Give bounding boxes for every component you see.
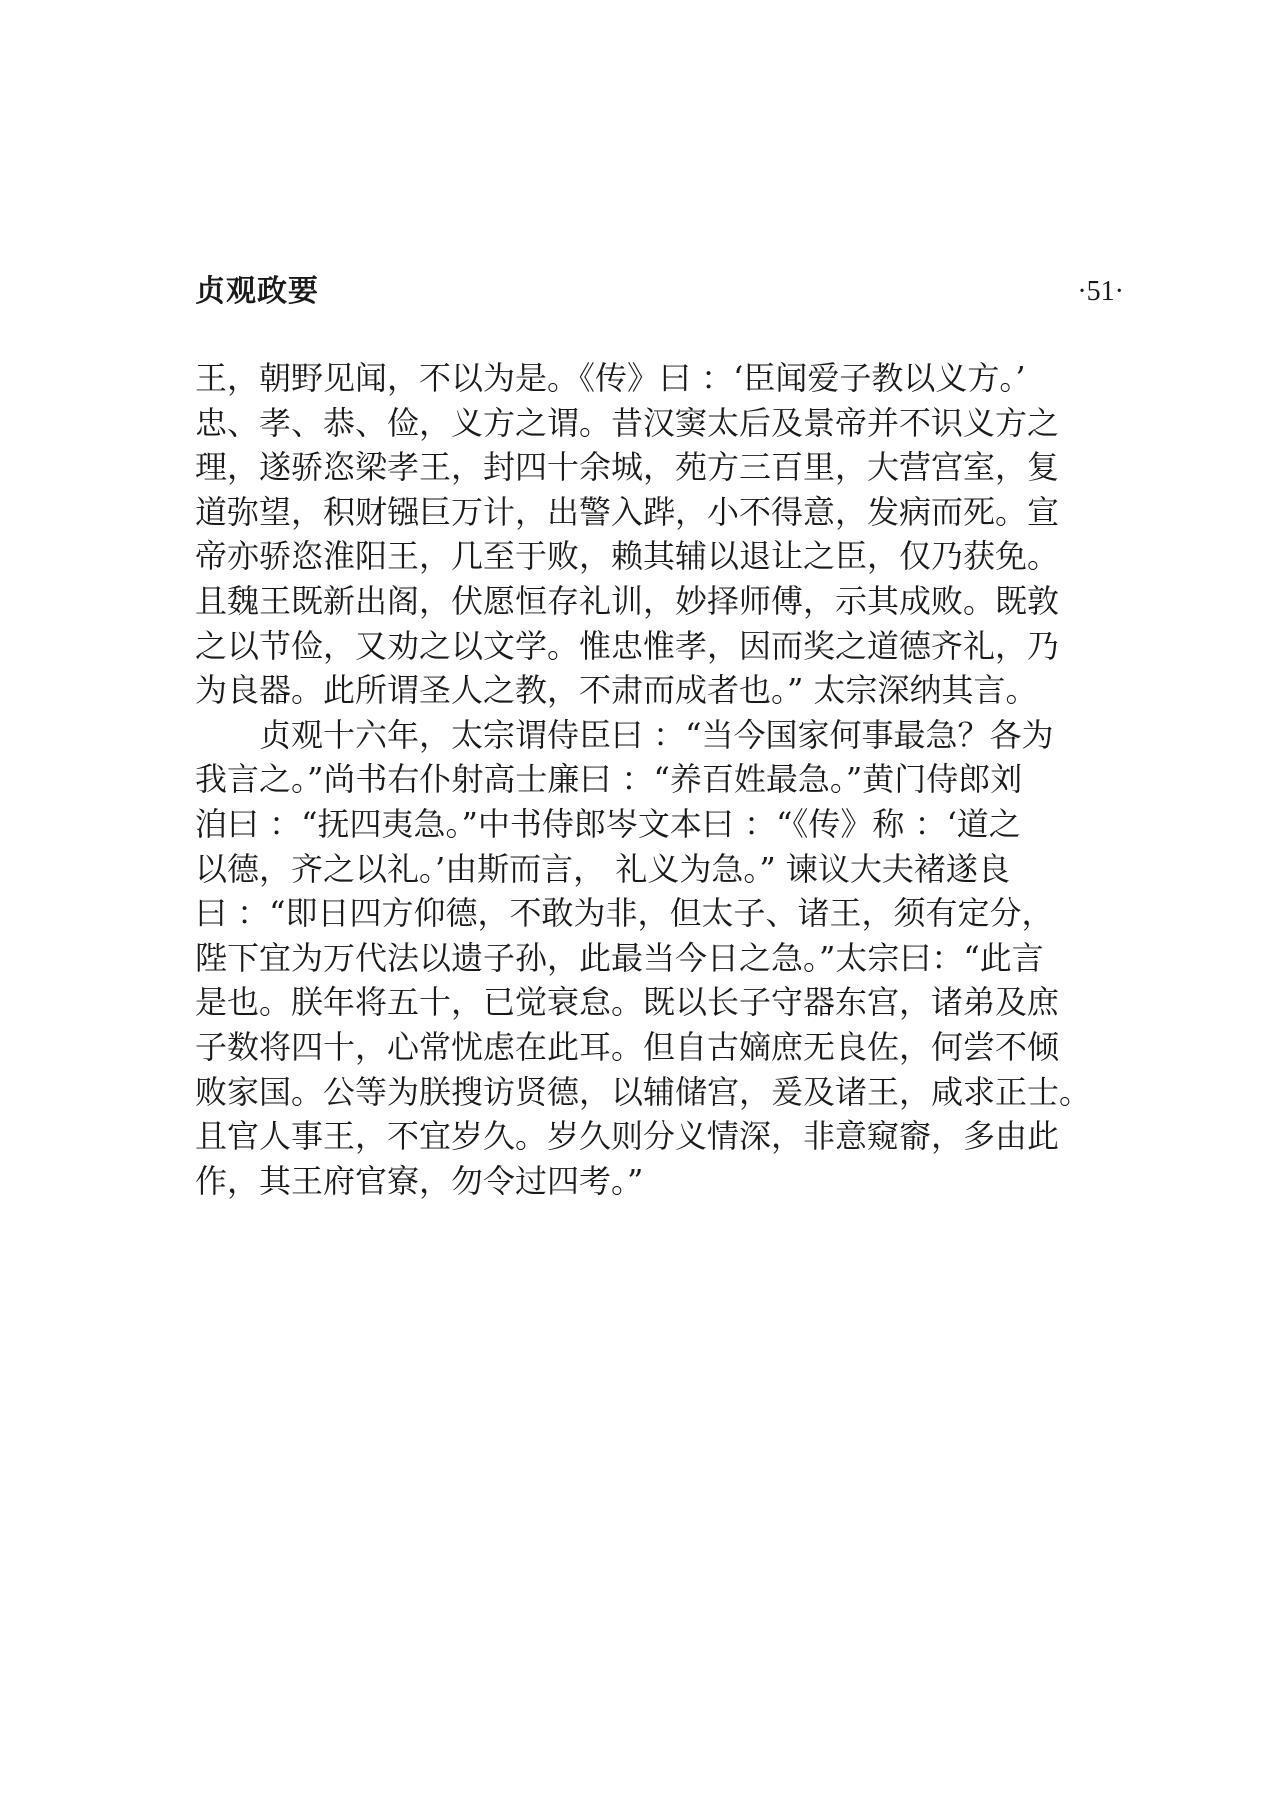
text-line: 我言之。”尚书右仆射高士廉曰 ：“养百姓最急。”黄门侍郎刘 (195, 760, 1023, 799)
text-line: 贞观十六年，太宗谓侍臣曰 ：“当今国家何事最急？各为 (195, 715, 1054, 754)
text-line: 之以节俭，又劝之以文学。惟忠惟孝，因而奖之道德齐礼，乃 (195, 626, 1060, 665)
text-line: 作，其王府官寮，勿令过四考。” (195, 1161, 644, 1200)
text-line: 王，朝野见闻，不以为是。《传》曰 ：‘臣闻爱子教以义方。’ (195, 359, 1026, 397)
page-number: ·51· (1077, 276, 1124, 307)
text-line: 败家国。公等为朕搜访贤德，以辅储宫，爰及诸王，咸求正士。 (195, 1072, 1092, 1111)
running-header (195, 272, 1124, 312)
text-line: 且魏王既新出阁，伏愿恒存礼训，妙择师傅，示其成败。既敦 (195, 581, 1060, 620)
text-line: 道弥望，积财镪巨万计，出警入跸，小不得意，发病而死。宣 (195, 492, 1060, 531)
book-title: 贞观政要 (195, 274, 319, 309)
text-line: 洎曰 ：“抚四夷急。”中书侍郎岑文本曰 ：“《传》称 ：‘道之 (195, 804, 1021, 843)
text-line: 陛下宜为万代法以遗子孙，此最当今日之急。”太宗曰：“此言 (195, 938, 1044, 977)
text-line: 为良器。此所谓圣人之教，不肃而成者也。” 太宗深纳其言。 (195, 671, 1038, 710)
text-line: 是也。朕年将五十，已觉衰怠。既以长子守器东宫，诸弟及庶 (195, 983, 1060, 1022)
body-text (195, 356, 1124, 1203)
text-line: 子数将四十，心常忧虑在此耳。但自古嫡庶无良佐，何尝不倾 (195, 1027, 1060, 1066)
text-line: 曰 ：“即日四方仰德，不敢为非，但太子、诸王，须有定分， (195, 894, 1054, 933)
text-line: 忠、孝、恭、俭，义方之谓。昔汉窦太后及景帝并不识义方之 (195, 403, 1060, 442)
text-line: 且官人事王，不宜岁久。岁久则分义情深，非意窥窬，多由此 (195, 1117, 1060, 1156)
text-line: 帝亦骄恣淮阳王，几至于败，赖其辅以退让之臣，仅乃获免。 (195, 537, 1060, 576)
text-line: 以德，齐之以礼。’由斯而言， 礼义为急。” 谏议大夫褚遂良 (195, 849, 1010, 888)
text-line: 理，遂骄恣梁孝王，封四十余城，苑方三百里，大营宫室，复 (195, 448, 1060, 487)
